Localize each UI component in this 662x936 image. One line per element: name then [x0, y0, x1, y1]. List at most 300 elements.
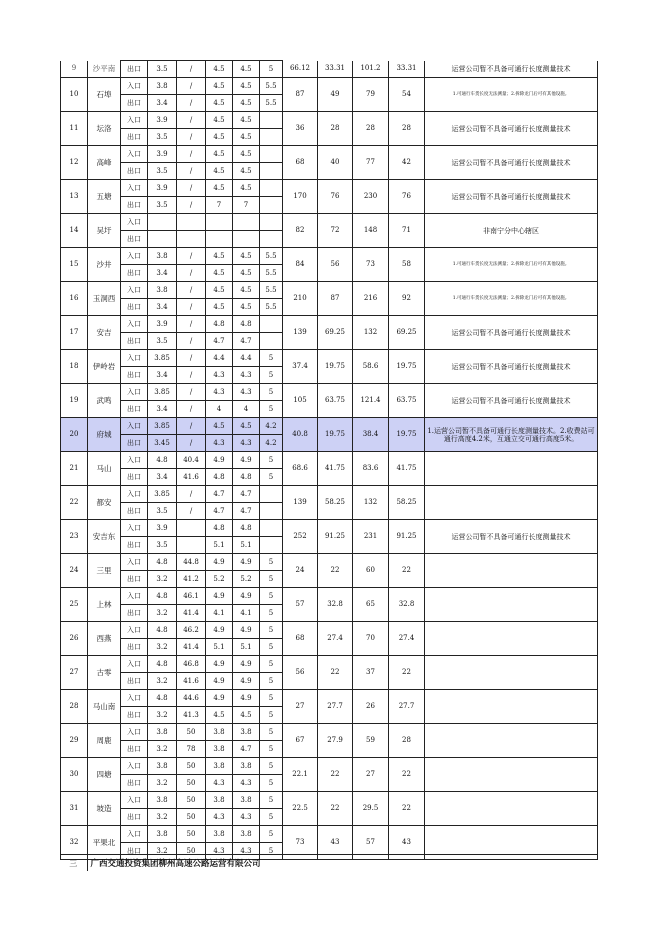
cell-value: 22 [389, 656, 425, 690]
cell-value: 4.5 [233, 180, 260, 197]
cell-value: 4.5 [233, 282, 260, 299]
cell-value: 22 [318, 656, 353, 690]
cell-value: / [177, 95, 206, 112]
cell-value: 68 [283, 622, 318, 656]
lane-label: 入口 [121, 588, 148, 605]
cell-value: 40.4 [177, 452, 206, 469]
cell-value: 4.8 [148, 622, 177, 639]
cell-value: 82 [283, 214, 318, 248]
table-row [61, 180, 598, 197]
cell-value: 4 [206, 401, 233, 418]
lane-label: 出口 [121, 231, 148, 248]
cell-value: / [177, 112, 206, 129]
lane-label: 出口 [121, 163, 148, 180]
cell-value: 3.5 [148, 537, 177, 554]
cell-value: 132 [353, 316, 389, 350]
cell-value: 3.2 [148, 775, 177, 792]
cell-value: 32.8 [389, 588, 425, 622]
cell-value: 4.5 [233, 707, 260, 724]
cell-value: 3.8 [148, 248, 177, 265]
lane-label: 入口 [121, 792, 148, 809]
lane-label: 出口 [121, 333, 148, 350]
cell-value: 22 [318, 758, 353, 792]
cell-value [177, 214, 206, 231]
cell-value: 4.1 [206, 605, 233, 622]
cell-value: 4.5 [233, 299, 260, 316]
lane-label: 入口 [121, 724, 148, 741]
cell-value: 4.5 [206, 418, 233, 435]
cell-value [260, 112, 283, 129]
cell-value: 41.75 [318, 452, 353, 486]
cell-value: 69.25 [318, 316, 353, 350]
cell-value: 4.9 [233, 673, 260, 690]
cell-value: 58.6 [353, 350, 389, 384]
cell-value: 63.75 [318, 384, 353, 418]
cell-value: 139 [283, 316, 318, 350]
lane-label: 出口 [121, 605, 148, 622]
cell-value: 46.2 [177, 622, 206, 639]
cell-value: 3.45 [148, 435, 177, 452]
cell-value: 5.5 [260, 78, 283, 95]
cell-value [177, 537, 206, 554]
cell-value: 5 [260, 707, 283, 724]
cell-value: 4.4 [206, 350, 233, 367]
cell-value: 4.5 [206, 180, 233, 197]
cell-value: 3.8 [233, 724, 260, 741]
station-name: 三里 [88, 554, 121, 588]
cell-value: 22 [318, 792, 353, 826]
cell-value: 36 [283, 112, 318, 146]
cell-value: 5 [260, 571, 283, 588]
cell-value: 4.7 [233, 503, 260, 520]
cell-value: 4.5 [206, 78, 233, 95]
cell-value: 5 [260, 401, 283, 418]
station-name: 坡造 [88, 792, 121, 826]
table-row [61, 520, 598, 537]
cell-value: / [177, 486, 206, 503]
cell-value: / [177, 248, 206, 265]
cell-value: 19.75 [389, 350, 425, 384]
cell-value: 4.3 [233, 775, 260, 792]
cell-value: 71 [389, 214, 425, 248]
cell-value: 5 [260, 673, 283, 690]
row-number: 17 [61, 316, 88, 350]
cell-value: 67 [283, 724, 318, 758]
cell-value: 68.6 [283, 452, 318, 486]
lane-label: 出口 [121, 299, 148, 316]
cell-value: 4.8 [148, 656, 177, 673]
cell-value: 54 [389, 78, 425, 112]
cell-value: 3.8 [148, 282, 177, 299]
cell-value: 87 [318, 282, 353, 316]
cell-value: 41.4 [177, 605, 206, 622]
cell-value: 4.3 [233, 809, 260, 826]
cell-value: 41.6 [177, 469, 206, 486]
cell-value: / [177, 78, 206, 95]
cell-value: 3.85 [148, 384, 177, 401]
table-row [61, 248, 598, 265]
cell-value: 4.5 [206, 112, 233, 129]
cell-value: 78 [177, 741, 206, 758]
cell-value [260, 537, 283, 554]
lane-label: 出口 [121, 809, 148, 826]
cell-value: 3.4 [148, 299, 177, 316]
cell-value: 5 [260, 554, 283, 571]
cell-value: / [177, 146, 206, 163]
cell-value: 4.3 [233, 384, 260, 401]
cell-value: 28 [389, 112, 425, 146]
cell-value: 3.85 [148, 486, 177, 503]
cell-value [260, 146, 283, 163]
station-name: 四塘 [88, 758, 121, 792]
cell-value: 24 [283, 554, 318, 588]
cell-value: 4.8 [233, 316, 260, 333]
cell-value: 4.5 [206, 282, 233, 299]
cell-value: 5 [260, 724, 283, 741]
cell-value: 5.2 [233, 571, 260, 588]
cell-value [260, 503, 283, 520]
cell-value: 87 [283, 78, 318, 112]
row-number: 10 [61, 78, 88, 112]
section-footer [60, 854, 597, 871]
cell-value: 3.9 [148, 180, 177, 197]
cell-value: 4.9 [233, 588, 260, 605]
cell-value: 37.4 [283, 350, 318, 384]
row-number: 13 [61, 180, 88, 214]
cell-value: 3.9 [148, 146, 177, 163]
row-number: 28 [61, 690, 88, 724]
cell-value: 5.5 [260, 248, 283, 265]
cell-value: 4.5 [206, 61, 233, 78]
lane-label: 入口 [121, 690, 148, 707]
cell-value: 3.2 [148, 707, 177, 724]
table-row [61, 112, 598, 129]
cell-value: 5 [260, 826, 283, 843]
cell-value: 4.3 [233, 435, 260, 452]
cell-value: 4.9 [206, 622, 233, 639]
cell-value: 22 [389, 758, 425, 792]
cell-value: 3.4 [148, 401, 177, 418]
cell-value [260, 214, 283, 231]
cell-value: 5.1 [206, 639, 233, 656]
table-row [61, 146, 598, 163]
table-row [61, 78, 598, 95]
cell-value: 3.5 [148, 197, 177, 214]
note-cell [425, 758, 598, 792]
cell-value: 4.9 [233, 690, 260, 707]
table-row [61, 350, 598, 367]
cell-value: 4.5 [206, 299, 233, 316]
row-number: 9 [61, 61, 88, 78]
cell-value: 4.3 [233, 367, 260, 384]
cell-value: 33.31 [318, 61, 353, 78]
cell-value: 3.4 [148, 95, 177, 112]
lane-label: 出口 [121, 435, 148, 452]
lane-label: 出口 [121, 843, 148, 860]
station-name: 府城 [88, 418, 121, 452]
lane-label: 入口 [121, 384, 148, 401]
row-number: 32 [61, 826, 88, 860]
cell-value: 3.8 [148, 792, 177, 809]
note-cell: 运营公司暂不具备可通行长度测量技术 [425, 350, 598, 384]
station-name: 安吉东 [88, 520, 121, 554]
cell-value: 3.8 [233, 758, 260, 775]
cell-value: 44.6 [177, 690, 206, 707]
station-name: 高峰 [88, 146, 121, 180]
cell-value: 5 [260, 61, 283, 78]
cell-value: 5.1 [233, 537, 260, 554]
cell-value: 5 [260, 843, 283, 860]
table-row-partial [61, 61, 598, 78]
cell-value: 27.9 [318, 724, 353, 758]
cell-value: 65 [353, 588, 389, 622]
row-number: 11 [61, 112, 88, 146]
cell-value: 50 [177, 843, 206, 860]
station-name: 吴圩 [88, 214, 121, 248]
cell-value: 44.8 [177, 554, 206, 571]
row-number: 31 [61, 792, 88, 826]
table-row [61, 214, 598, 231]
cell-value: 28 [318, 112, 353, 146]
cell-value: 4.5 [233, 129, 260, 146]
cell-value: 41.75 [389, 452, 425, 486]
table-row [61, 690, 598, 707]
cell-value [177, 231, 206, 248]
cell-value: 4.3 [206, 775, 233, 792]
row-number: 26 [61, 622, 88, 656]
cell-value: 5 [260, 690, 283, 707]
cell-value [260, 129, 283, 146]
cell-value: 5.1 [206, 537, 233, 554]
cell-value: 73 [283, 826, 318, 860]
cell-value: 4.3 [206, 367, 233, 384]
station-name: 武鸣 [88, 384, 121, 418]
lane-label: 出口 [121, 775, 148, 792]
cell-value: 83.6 [353, 452, 389, 486]
cell-value: 4.9 [206, 588, 233, 605]
cell-value: 41.3 [177, 707, 206, 724]
cell-value: 27 [283, 690, 318, 724]
cell-value [260, 520, 283, 537]
cell-value: 3.9 [148, 316, 177, 333]
cell-value: 3.8 [148, 758, 177, 775]
cell-value: 5 [260, 469, 283, 486]
cell-value: 3.4 [148, 265, 177, 282]
lane-label: 入口 [121, 112, 148, 129]
cell-value: 3.2 [148, 571, 177, 588]
cell-value: 3.2 [148, 809, 177, 826]
station-name: 马山 [88, 452, 121, 486]
note-cell [425, 486, 598, 520]
cell-value: 49 [318, 78, 353, 112]
note-cell [425, 724, 598, 758]
cell-value: 3.2 [148, 843, 177, 860]
cell-value: 5 [260, 758, 283, 775]
cell-value: 27.4 [389, 622, 425, 656]
table-row [61, 554, 598, 571]
cell-value: 4.5 [233, 61, 260, 78]
station-name: 五塘 [88, 180, 121, 214]
cell-value: 5 [260, 605, 283, 622]
cell-value: 5 [260, 809, 283, 826]
cell-value: 3.2 [148, 673, 177, 690]
station-name: 安吉 [88, 316, 121, 350]
cell-value [148, 231, 177, 248]
footer-row [60, 855, 597, 872]
cell-value: 4.3 [206, 435, 233, 452]
cell-value: 4.8 [206, 316, 233, 333]
cell-value: / [177, 367, 206, 384]
cell-value: 4.5 [233, 95, 260, 112]
cell-value: 4.7 [233, 741, 260, 758]
cell-value: 4.9 [206, 690, 233, 707]
lane-label: 入口 [121, 758, 148, 775]
cell-value: 57 [283, 588, 318, 622]
cell-value: 4.5 [233, 248, 260, 265]
cell-value: 5 [260, 384, 283, 401]
cell-value: 57 [353, 826, 389, 860]
row-number: 21 [61, 452, 88, 486]
cell-value: 3.4 [148, 469, 177, 486]
cell-value: 139 [283, 486, 318, 520]
station-name: 马山南 [88, 690, 121, 724]
cell-value: 4.5 [206, 163, 233, 180]
note-cell [425, 690, 598, 724]
cell-value: 4.5 [233, 112, 260, 129]
cell-value: 4.3 [233, 843, 260, 860]
cell-value: 4.8 [148, 554, 177, 571]
note-cell [425, 452, 598, 486]
cell-value: 4.8 [206, 469, 233, 486]
cell-value: 22.1 [283, 758, 318, 792]
cell-value: 3.8 [206, 724, 233, 741]
cell-value: 4.9 [233, 452, 260, 469]
cell-value: 4.8 [206, 520, 233, 537]
cell-value: 22 [389, 792, 425, 826]
cell-value: 3.85 [148, 350, 177, 367]
station-name: 西燕 [88, 622, 121, 656]
cell-value: 231 [353, 520, 389, 554]
lane-label: 出口 [121, 61, 148, 78]
table-row [61, 588, 598, 605]
lane-label: 出口 [121, 197, 148, 214]
cell-value: / [177, 265, 206, 282]
note-cell: 1.可通行车货长度无法测量；2.拆除龙门后可有其他设施。 [425, 282, 598, 316]
row-number: 30 [61, 758, 88, 792]
lane-label: 出口 [121, 503, 148, 520]
table-row [61, 622, 598, 639]
cell-value: 3.5 [148, 503, 177, 520]
cell-value: / [177, 503, 206, 520]
cell-value [233, 214, 260, 231]
cell-value: / [177, 384, 206, 401]
cell-value: 5 [260, 588, 283, 605]
cell-value [206, 214, 233, 231]
cell-value: 5.2 [206, 571, 233, 588]
cell-value: 77 [353, 146, 389, 180]
cell-value: 91.25 [389, 520, 425, 554]
cell-value [260, 333, 283, 350]
cell-value: 3.5 [148, 61, 177, 78]
note-cell [425, 792, 598, 826]
station-name: 古零 [88, 656, 121, 690]
note-cell: 运营公司暂不具备可通行长度测量技术 [425, 520, 598, 554]
cell-value: / [177, 350, 206, 367]
cell-value: 4.8 [233, 520, 260, 537]
row-number: 23 [61, 520, 88, 554]
cell-value: 3.9 [148, 112, 177, 129]
cell-value: 4.5 [206, 146, 233, 163]
cell-value: 5 [260, 452, 283, 469]
cell-value: 3.8 [206, 792, 233, 809]
note-cell: 1.可通行车货长度无法测量；2.拆除龙门后可有其他设施。 [425, 248, 598, 282]
lane-label: 入口 [121, 622, 148, 639]
station-name: 平果北 [88, 826, 121, 860]
cell-value: 27 [353, 758, 389, 792]
cell-value: 3.8 [233, 826, 260, 843]
cell-value: 4.9 [206, 554, 233, 571]
lane-label: 出口 [121, 95, 148, 112]
cell-value: 33.31 [389, 61, 425, 78]
note-cell: 1.可通行车货长度无法测量；2.拆除龙门后可有其他设施。 [425, 78, 598, 112]
cell-value: 58.25 [389, 486, 425, 520]
cell-value: / [177, 163, 206, 180]
cell-value: 4.8 [233, 469, 260, 486]
cell-value: 4.2 [260, 435, 283, 452]
cell-value: 3.8 [148, 78, 177, 95]
cell-value: 72 [318, 214, 353, 248]
cell-value: 79 [353, 78, 389, 112]
cell-value: 4.5 [233, 265, 260, 282]
section-number: 三 [60, 855, 87, 872]
cell-value: 28 [353, 112, 389, 146]
row-number: 19 [61, 384, 88, 418]
station-table [60, 60, 598, 860]
cell-value: 19.75 [318, 350, 353, 384]
cell-value: / [177, 282, 206, 299]
note-cell: 1.运营公司暂不具备可通行长度测量技术。2.收费站可通行高度4.2米，互通立交可通行高度5米。 [425, 418, 598, 452]
cell-value: 216 [353, 282, 389, 316]
company-name: 广西交通投资集团柳州高速公路运营有限公司 [87, 855, 424, 872]
cell-value [177, 520, 206, 537]
table-row [61, 452, 598, 469]
lane-label: 出口 [121, 537, 148, 554]
cell-value: 58 [389, 248, 425, 282]
cell-value: / [177, 316, 206, 333]
cell-value: 5 [260, 350, 283, 367]
cell-value: 4.3 [206, 384, 233, 401]
cell-value: 60 [353, 554, 389, 588]
lane-label: 入口 [121, 248, 148, 265]
note-cell: 运营公司暂不具备可通行长度测量技术 [425, 384, 598, 418]
cell-value: 4 [233, 401, 260, 418]
cell-value: 4.5 [206, 129, 233, 146]
cell-value: 46.8 [177, 656, 206, 673]
cell-value: 4.9 [206, 452, 233, 469]
cell-value: 170 [283, 180, 318, 214]
table-row [61, 384, 598, 401]
cell-value: 4.9 [206, 673, 233, 690]
cell-value: 28 [389, 724, 425, 758]
cell-value: 84 [283, 248, 318, 282]
cell-value: 7 [233, 197, 260, 214]
cell-value: 3.8 [233, 792, 260, 809]
note-cell: 运营公司暂不具备可通行长度测量技术 [425, 61, 598, 78]
cell-value: 46.1 [177, 588, 206, 605]
cell-value: 5 [260, 367, 283, 384]
cell-value: 22 [318, 554, 353, 588]
cell-value: 4.7 [233, 486, 260, 503]
